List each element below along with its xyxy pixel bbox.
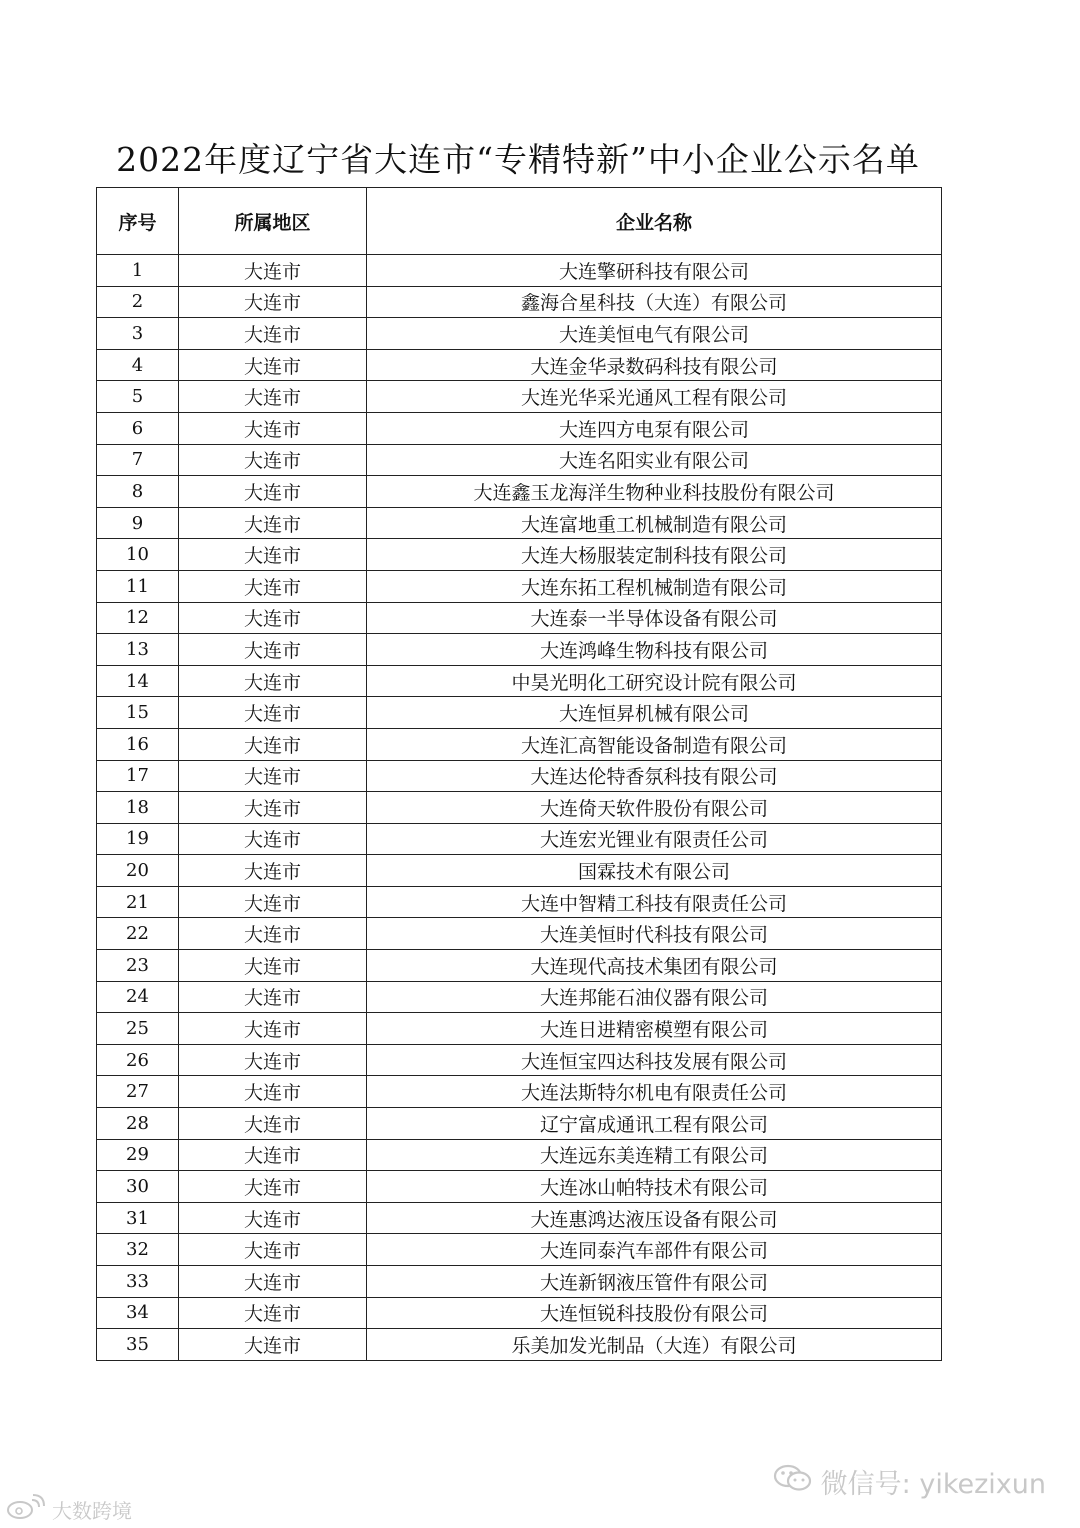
- table-header-row: [97, 188, 942, 255]
- cell-region: 大连市: [179, 697, 367, 729]
- table-row: [97, 1266, 942, 1298]
- wechat-watermark: [773, 1462, 1046, 1501]
- cell-region: 大连市: [179, 412, 367, 444]
- table-row: [97, 886, 942, 918]
- cell-serial: 28: [97, 1108, 179, 1140]
- table-row: [97, 665, 942, 697]
- brand-watermark: [6, 1494, 132, 1525]
- cell-region: 大连市: [179, 286, 367, 318]
- table-row: [97, 1139, 942, 1171]
- table-row: [97, 444, 942, 476]
- cell-company: 大连新钢液压管件有限公司: [367, 1266, 942, 1298]
- table-row: [97, 634, 942, 666]
- cell-region: 大连市: [179, 1076, 367, 1108]
- table-row: [97, 1108, 942, 1140]
- cell-region: 大连市: [179, 570, 367, 602]
- cell-region: 大连市: [179, 634, 367, 666]
- cell-region: 大连市: [179, 1202, 367, 1234]
- table-row: [97, 981, 942, 1013]
- brand-text: 大数跨境: [52, 1499, 132, 1523]
- cell-region: 大连市: [179, 886, 367, 918]
- cell-company: 国霖技术有限公司: [367, 855, 942, 887]
- table-row: [97, 1076, 942, 1108]
- cell-company: 大连邦能石油仪器有限公司: [367, 981, 942, 1013]
- cell-company: 乐美加发光制品（大连）有限公司: [367, 1329, 942, 1361]
- cell-serial: 7: [97, 444, 179, 476]
- cell-region: 大连市: [179, 918, 367, 950]
- table-row: [97, 760, 942, 792]
- cell-serial: 31: [97, 1202, 179, 1234]
- cell-company: 大连冰山帕特技术有限公司: [367, 1171, 942, 1203]
- cell-serial: 25: [97, 1013, 179, 1045]
- cell-region: 大连市: [179, 1044, 367, 1076]
- cell-region: 大连市: [179, 855, 367, 887]
- cell-serial: 14: [97, 665, 179, 697]
- cell-region: 大连市: [179, 728, 367, 760]
- cell-company: 大连美恒时代科技有限公司: [367, 918, 942, 950]
- cell-company: 大连美恒电气有限公司: [367, 318, 942, 350]
- cell-company: 大连宏光锂业有限责任公司: [367, 823, 942, 855]
- header-company: 企业名称: [367, 188, 942, 255]
- cell-company: 大连达伦特香氛科技有限公司: [367, 760, 942, 792]
- cell-serial: 29: [97, 1139, 179, 1171]
- cell-region: 大连市: [179, 318, 367, 350]
- cell-company: 辽宁富成通讯工程有限公司: [367, 1108, 942, 1140]
- cell-company: 大连鑫玉龙海洋生物种业科技股份有限公司: [367, 476, 942, 508]
- table-row: [97, 349, 942, 381]
- cell-company: 大连同泰汽车部件有限公司: [367, 1234, 942, 1266]
- cell-serial: 10: [97, 539, 179, 571]
- cell-region: 大连市: [179, 507, 367, 539]
- table-row: [97, 318, 942, 350]
- cell-serial: 15: [97, 697, 179, 729]
- cell-serial: 1: [97, 255, 179, 287]
- cell-region: 大连市: [179, 981, 367, 1013]
- cell-serial: 32: [97, 1234, 179, 1266]
- cell-company: 大连惠鸿达液压设备有限公司: [367, 1202, 942, 1234]
- table-row: [97, 918, 942, 950]
- header-serial: 序号: [97, 188, 179, 255]
- cell-serial: 13: [97, 634, 179, 666]
- cell-region: 大连市: [179, 792, 367, 824]
- cell-region: 大连市: [179, 381, 367, 413]
- cell-region: 大连市: [179, 760, 367, 792]
- cell-company: 中昊光明化工研究设计院有限公司: [367, 665, 942, 697]
- cell-serial: 4: [97, 349, 179, 381]
- cell-region: 大连市: [179, 1171, 367, 1203]
- cell-region: 大连市: [179, 950, 367, 982]
- wechat-id-text: 微信号: yikezixun: [820, 1469, 1046, 1500]
- cell-company: 大连远东美连精工有限公司: [367, 1139, 942, 1171]
- cell-serial: 8: [97, 476, 179, 508]
- cell-region: 大连市: [179, 1297, 367, 1329]
- cell-company: 大连擎研科技有限公司: [367, 255, 942, 287]
- cell-serial: 34: [97, 1297, 179, 1329]
- cell-serial: 16: [97, 728, 179, 760]
- cell-serial: 20: [97, 855, 179, 887]
- cell-region: 大连市: [179, 1139, 367, 1171]
- cell-company: 大连东拓工程机械制造有限公司: [367, 570, 942, 602]
- cell-company: 大连法斯特尔机电有限责任公司: [367, 1076, 942, 1108]
- cell-serial: 30: [97, 1171, 179, 1203]
- table-row: [97, 728, 942, 760]
- page-title: 2022年度辽宁省大连市“专精特新”中小企业公示名单: [116, 140, 920, 179]
- header-region: 所属地区: [179, 188, 367, 255]
- table-row: [97, 792, 942, 824]
- cell-company: 大连富地重工机械制造有限公司: [367, 507, 942, 539]
- table-row: [97, 855, 942, 887]
- table-row: [97, 1013, 942, 1045]
- cell-company: 大连泰一半导体设备有限公司: [367, 602, 942, 634]
- table-row: [97, 602, 942, 634]
- table-row: [97, 570, 942, 602]
- table-row: [97, 950, 942, 982]
- cell-region: 大连市: [179, 1234, 367, 1266]
- cell-region: 大连市: [179, 476, 367, 508]
- cell-company: 大连名阳实业有限公司: [367, 444, 942, 476]
- cell-serial: 35: [97, 1329, 179, 1361]
- cell-serial: 18: [97, 792, 179, 824]
- table-row: [97, 412, 942, 444]
- cell-company: 大连恒宝四达科技发展有限公司: [367, 1044, 942, 1076]
- cell-serial: 17: [97, 760, 179, 792]
- table-row: [97, 823, 942, 855]
- cell-region: 大连市: [179, 539, 367, 571]
- table-row: [97, 1202, 942, 1234]
- cell-company: 大连日进精密模塑有限公司: [367, 1013, 942, 1045]
- company-list-table: [96, 187, 942, 1361]
- cell-region: 大连市: [179, 665, 367, 697]
- cell-company: 大连恒锐科技股份有限公司: [367, 1297, 942, 1329]
- cell-region: 大连市: [179, 255, 367, 287]
- cell-region: 大连市: [179, 1329, 367, 1361]
- cell-company: 大连中智精工科技有限责任公司: [367, 886, 942, 918]
- table-row: [97, 476, 942, 508]
- cell-company: 大连光华采光通风工程有限公司: [367, 381, 942, 413]
- table-row: [97, 1329, 942, 1361]
- table-row: [97, 286, 942, 318]
- table-row: [97, 539, 942, 571]
- cell-region: 大连市: [179, 1266, 367, 1298]
- table-row: [97, 1234, 942, 1266]
- cell-serial: 22: [97, 918, 179, 950]
- cell-company: 大连现代高技术集团有限公司: [367, 950, 942, 982]
- cell-region: 大连市: [179, 444, 367, 476]
- cell-company: 大连恒昇机械有限公司: [367, 697, 942, 729]
- table-row: [97, 1044, 942, 1076]
- table-row: [97, 381, 942, 413]
- cell-serial: 27: [97, 1076, 179, 1108]
- cell-region: 大连市: [179, 349, 367, 381]
- cell-serial: 21: [97, 886, 179, 918]
- cell-company: 大连金华录数码科技有限公司: [367, 349, 942, 381]
- cell-company: 大连倚天软件股份有限公司: [367, 792, 942, 824]
- table-row: [97, 1297, 942, 1329]
- table-row: [97, 507, 942, 539]
- table-row: [97, 697, 942, 729]
- cell-serial: 33: [97, 1266, 179, 1298]
- cell-company: 大连鸿峰生物科技有限公司: [367, 634, 942, 666]
- cell-serial: 9: [97, 507, 179, 539]
- cell-region: 大连市: [179, 1013, 367, 1045]
- cell-company: 大连大杨服装定制科技有限公司: [367, 539, 942, 571]
- cell-serial: 6: [97, 412, 179, 444]
- cell-serial: 11: [97, 570, 179, 602]
- cell-serial: 19: [97, 823, 179, 855]
- cell-serial: 5: [97, 381, 179, 413]
- table-row: [97, 1171, 942, 1203]
- cell-region: 大连市: [179, 823, 367, 855]
- cell-serial: 12: [97, 602, 179, 634]
- cell-serial: 23: [97, 950, 179, 982]
- cell-serial: 3: [97, 318, 179, 350]
- table-row: [97, 255, 942, 287]
- cell-serial: 26: [97, 1044, 179, 1076]
- cell-region: 大连市: [179, 1108, 367, 1140]
- cell-serial: 2: [97, 286, 179, 318]
- cell-company: 大连四方电泵有限公司: [367, 412, 942, 444]
- cell-serial: 24: [97, 981, 179, 1013]
- cell-company: 大连汇高智能设备制造有限公司: [367, 728, 942, 760]
- weibo-icon: [6, 1494, 46, 1525]
- cell-company: 鑫海合星科技（大连）有限公司: [367, 286, 942, 318]
- cell-region: 大连市: [179, 602, 367, 634]
- wechat-icon: [773, 1463, 813, 1500]
